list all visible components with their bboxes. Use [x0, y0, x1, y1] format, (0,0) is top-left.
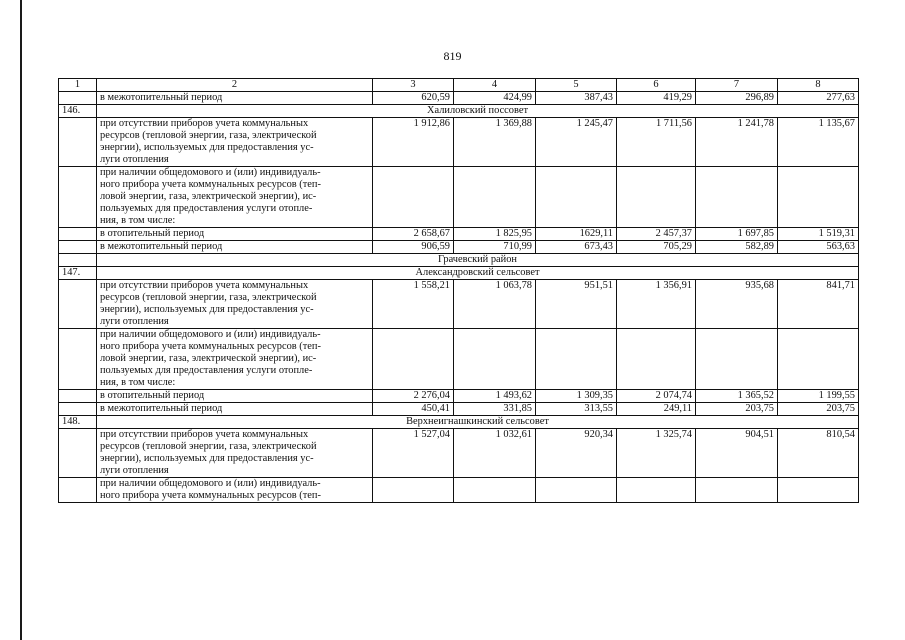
row-number: [59, 118, 97, 167]
row-number: [59, 429, 97, 478]
column-header: 8: [778, 79, 859, 92]
description-line: ресурсов (тепловой энергии, газа, электрической: [100, 441, 317, 452]
tariff-table: [58, 78, 859, 503]
value-cell: 935,68: [696, 280, 778, 329]
table-row: [59, 92, 859, 105]
value-cell: 1 369,88: [454, 118, 536, 167]
value-cell: 1 241,78: [696, 118, 778, 167]
value-cell: 1 325,74: [617, 429, 696, 478]
section-row: [59, 105, 859, 118]
row-description: [97, 403, 373, 416]
value-cell: [536, 478, 617, 503]
description-line: ловой энергии, газа, электрической энергии), ис-: [100, 353, 317, 364]
row-description: [97, 167, 373, 228]
table-row: [59, 478, 859, 503]
description-line: луги отопления: [100, 316, 169, 327]
value-cell: 710,99: [454, 241, 536, 254]
column-header: 5: [536, 79, 617, 92]
column-header: 4: [454, 79, 536, 92]
value-cell: [617, 478, 696, 503]
value-cell: 810,54: [778, 429, 859, 478]
description-line: ресурсов (тепловой энергии, газа, электрической: [100, 130, 317, 141]
description-line: ного прибора учета коммунальных ресурсов (теп-: [100, 179, 321, 190]
value-cell: 1 527,04: [373, 429, 454, 478]
value-cell: 296,89: [696, 92, 778, 105]
description-line: энергии), используемых для предоставления ус-: [100, 453, 314, 464]
value-cell: [536, 167, 617, 228]
value-cell: 705,29: [617, 241, 696, 254]
value-cell: 1 032,61: [454, 429, 536, 478]
section-row: [59, 254, 859, 267]
value-cell: [454, 478, 536, 503]
value-cell: 2 276,04: [373, 390, 454, 403]
description-line: при наличии общедомового и (или) индивидуаль-: [100, 478, 321, 489]
section-title: Халиловский поссовет: [97, 105, 859, 118]
section-title: Грачевский район: [97, 254, 859, 267]
description-line: в межотопительный период: [100, 403, 223, 414]
row-description: [97, 228, 373, 241]
section-row: [59, 416, 859, 429]
row-number: [59, 228, 97, 241]
description-line: энергии), используемых для предоставления ус-: [100, 142, 314, 153]
description-line: в межотопительный период: [100, 241, 223, 252]
table-row: [59, 241, 859, 254]
description-line: при наличии общедомового и (или) индивидуаль-: [100, 329, 321, 340]
value-cell: 841,71: [778, 280, 859, 329]
section-row: [59, 267, 859, 280]
value-cell: 1 365,52: [696, 390, 778, 403]
value-cell: 277,63: [778, 92, 859, 105]
description-line: ловой энергии, газа, электрической энергии), ис-: [100, 191, 317, 202]
value-cell: 620,59: [373, 92, 454, 105]
scan-edge-line: [20, 0, 22, 640]
description-line: луги отопления: [100, 154, 169, 165]
value-cell: [696, 329, 778, 390]
row-number: [59, 329, 97, 390]
value-cell: 1 697,85: [696, 228, 778, 241]
value-cell: 906,59: [373, 241, 454, 254]
value-cell: [696, 478, 778, 503]
row-number: [59, 390, 97, 403]
description-line: ного прибора учета коммунальных ресурсов (теп-: [100, 490, 321, 501]
row-description: [97, 241, 373, 254]
row-description: [97, 390, 373, 403]
row-number: [59, 167, 97, 228]
value-cell: 331,85: [454, 403, 536, 416]
value-cell: [617, 329, 696, 390]
value-cell: 313,55: [536, 403, 617, 416]
value-cell: 673,43: [536, 241, 617, 254]
description-line: ного прибора учета коммунальных ресурсов (теп-: [100, 341, 321, 352]
column-header: 1: [59, 79, 97, 92]
value-cell: 2 074,74: [617, 390, 696, 403]
row-number: [59, 280, 97, 329]
row-description: [97, 429, 373, 478]
description-line: пользуемых для предоставления услуги отопле-: [100, 365, 313, 376]
row-number: [59, 254, 97, 267]
value-cell: 387,43: [536, 92, 617, 105]
row-number: [59, 92, 97, 105]
value-cell: 249,11: [617, 403, 696, 416]
column-header: 6: [617, 79, 696, 92]
value-cell: [373, 167, 454, 228]
table-row: [59, 118, 859, 167]
table-body: [59, 92, 859, 503]
value-cell: 203,75: [696, 403, 778, 416]
column-header: 7: [696, 79, 778, 92]
row-description: [97, 92, 373, 105]
row-description: [97, 329, 373, 390]
value-cell: 920,34: [536, 429, 617, 478]
row-number: [59, 241, 97, 254]
row-number: 147.: [59, 267, 97, 280]
value-cell: [454, 167, 536, 228]
section-title: Александровский сельсовет: [97, 267, 859, 280]
table-row: [59, 280, 859, 329]
value-cell: [373, 478, 454, 503]
page-number: 819: [443, 49, 462, 63]
row-number: [59, 403, 97, 416]
value-cell: [373, 329, 454, 390]
value-cell: 1 493,62: [454, 390, 536, 403]
table-row: [59, 329, 859, 390]
value-cell: 2 658,67: [373, 228, 454, 241]
description-line: в отопительный период: [100, 228, 205, 239]
value-cell: [696, 167, 778, 228]
value-cell: [617, 167, 696, 228]
value-cell: [454, 329, 536, 390]
value-cell: 904,51: [696, 429, 778, 478]
value-cell: 419,29: [617, 92, 696, 105]
column-header: 2: [97, 79, 373, 92]
value-cell: 951,51: [536, 280, 617, 329]
value-cell: 1 199,55: [778, 390, 859, 403]
table-row: [59, 429, 859, 478]
table-row: [59, 228, 859, 241]
value-cell: 1 309,35: [536, 390, 617, 403]
table-row: [59, 390, 859, 403]
description-line: ресурсов (тепловой энергии, газа, электрической: [100, 292, 317, 303]
value-cell: 424,99: [454, 92, 536, 105]
table-row: [59, 167, 859, 228]
value-cell: 1 519,31: [778, 228, 859, 241]
value-cell: 1 825,95: [454, 228, 536, 241]
row-number: 146.: [59, 105, 97, 118]
description-line: энергии), используемых для предоставления ус-: [100, 304, 314, 315]
description-line: при отсутствии приборов учета коммунальных: [100, 429, 309, 440]
column-header: 3: [373, 79, 454, 92]
value-cell: 1 135,67: [778, 118, 859, 167]
row-description: [97, 280, 373, 329]
value-cell: [778, 329, 859, 390]
value-cell: 1 912,86: [373, 118, 454, 167]
value-cell: [778, 167, 859, 228]
description-line: в отопительный период: [100, 390, 205, 401]
value-cell: 203,75: [778, 403, 859, 416]
description-line: пользуемых для предоставления услуги отопле-: [100, 203, 313, 214]
value-cell: 1 245,47: [536, 118, 617, 167]
description-line: при наличии общедомового и (или) индивидуаль-: [100, 167, 321, 178]
description-line: луги отопления: [100, 465, 169, 476]
description-line: при отсутствии приборов учета коммунальных: [100, 280, 309, 291]
row-number: 148.: [59, 416, 97, 429]
row-description: [97, 478, 373, 503]
value-cell: 2 457,37: [617, 228, 696, 241]
value-cell: 582,89: [696, 241, 778, 254]
value-cell: 1629,11: [536, 228, 617, 241]
description-line: ния, в том числе:: [100, 215, 176, 226]
description-line: ния, в том числе:: [100, 377, 176, 388]
value-cell: 1 063,78: [454, 280, 536, 329]
description-line: при отсутствии приборов учета коммунальных: [100, 118, 309, 129]
description-line: в межотопительный период: [100, 92, 223, 103]
row-description: [97, 118, 373, 167]
value-cell: 1 356,91: [617, 280, 696, 329]
value-cell: 1 558,21: [373, 280, 454, 329]
row-number: [59, 478, 97, 503]
table-header-row: [59, 79, 859, 92]
value-cell: [536, 329, 617, 390]
value-cell: 450,41: [373, 403, 454, 416]
value-cell: 1 711,56: [617, 118, 696, 167]
value-cell: 563,63: [778, 241, 859, 254]
value-cell: [778, 478, 859, 503]
table-row: [59, 403, 859, 416]
section-title: Верхнеигнашкинский сельсовет: [97, 416, 859, 429]
